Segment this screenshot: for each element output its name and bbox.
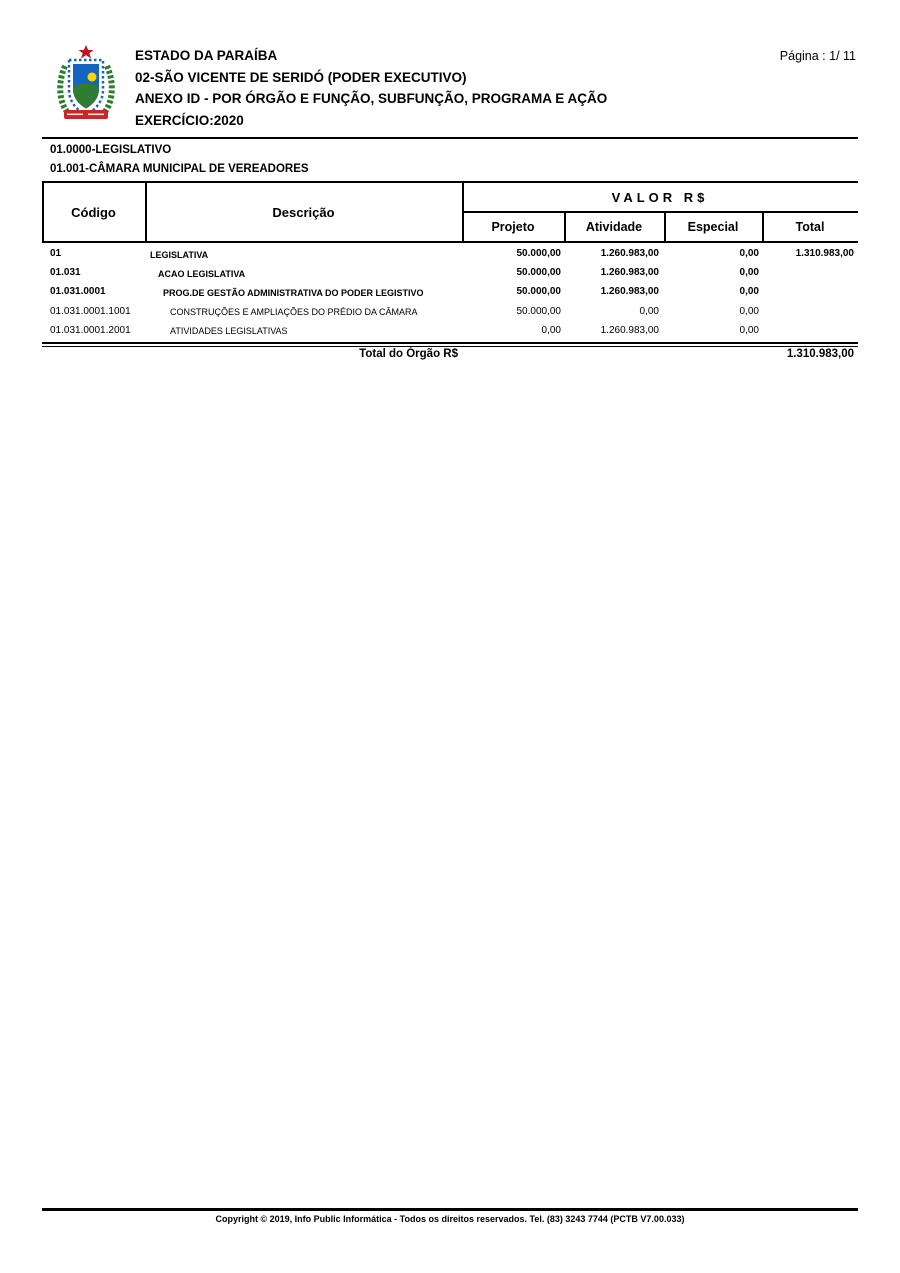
footer-copyright: Copyright © 2019, Info Public Informática - Todos os direitos reservados. Tel. (83) 3243 7744 (PCTB V7.00.033) [215, 1214, 685, 1224]
row-value-atividade: 1.260.983,00 [600, 324, 659, 336]
row-value-projeto: 50.000,00 [516, 286, 561, 298]
column-header-projeto: Projeto [491, 219, 535, 234]
page-number: Página : 1/ 11 [779, 49, 856, 63]
column-header-descricao: Descrição [272, 204, 335, 220]
row-description: LEGISLATIVA [150, 249, 209, 260]
row-code: 01.031 [50, 267, 81, 279]
total-value: 1.310.983,00 [786, 348, 854, 360]
column-header-total: Total [795, 219, 825, 234]
row-value-especial: 0,00 [739, 267, 759, 279]
row-description: CONSTRUÇÕES E AMPLIAÇÕES DO PRÉDIO DA CÂMARA [170, 307, 418, 318]
divider [42, 137, 858, 139]
row-code: 01.031.0001.2001 [50, 324, 131, 336]
row-value-atividade: 0,00 [639, 305, 659, 317]
row-value-especial: 0,00 [739, 305, 759, 317]
header-exercise: EXERCÍCIO:2020 [135, 112, 244, 128]
total-label: Total do Órgão R$ [359, 348, 458, 360]
row-value-especial: 0,00 [739, 248, 759, 259]
row-value-atividade: 1.260.983,00 [600, 267, 659, 279]
column-header-atividade: Atividade [585, 219, 643, 234]
row-value-especial: 0,00 [739, 324, 759, 336]
divider [42, 342, 858, 344]
table-body [42, 245, 858, 341]
organ-total-row [42, 348, 858, 363]
column-group-valor: VALOR R$ [611, 189, 709, 205]
header-state-title: ESTADO DA PARAÍBA [135, 48, 278, 63]
row-code: 01.031.0001 [50, 286, 106, 298]
table-header [42, 181, 858, 243]
column-header-especial: Especial [687, 219, 739, 234]
row-value-atividade: 1.260.983,00 [600, 248, 659, 259]
row-value-projeto: 50.000,00 [516, 267, 561, 279]
coat-of-arms-icon [55, 44, 117, 126]
row-value-projeto: 0,00 [541, 324, 561, 336]
row-code: 01 [50, 248, 62, 259]
table-row [42, 264, 858, 283]
table-row [42, 303, 858, 322]
row-code: 01.031.0001.1001 [50, 305, 131, 317]
divider [42, 346, 858, 348]
header-report-title: ANEXO ID - POR ÓRGÃO E FUNÇÃO, SUBFUNÇÃO, PROGRAMA E AÇÃO [135, 91, 608, 106]
report-header [135, 45, 607, 131]
row-value-total: 1.310.983,00 [795, 248, 854, 259]
section-unit-label: 01.001-CÂMARA MUNICIPAL DE VEREADORES [50, 163, 309, 175]
row-description: ATIVIDADES LEGISLATIVAS [170, 326, 288, 337]
row-value-especial: 0,00 [739, 286, 759, 298]
table-row [42, 245, 858, 264]
section-organ-label: 01.0000-LEGISLATIVO [50, 144, 172, 156]
column-header-codigo: Código [71, 204, 116, 220]
table-row [42, 322, 858, 341]
row-value-projeto: 50.000,00 [516, 305, 561, 317]
row-value-projeto: 50.000,00 [516, 248, 561, 259]
header-entity-title: 02-SÃO VICENTE DE SERIDÓ (PODER EXECUTIVO) [135, 69, 467, 85]
row-value-atividade: 1.260.983,00 [600, 286, 659, 298]
row-description: ACAO LEGISLATIVA [158, 268, 246, 279]
divider [42, 1208, 858, 1211]
section-header [50, 141, 309, 179]
paraiba-coat-of-arms-logo [55, 44, 117, 126]
table-row [42, 283, 858, 302]
row-description: PROG.DE GESTÃO ADMINISTRATIVA DO PODER LEGISTIVO [163, 287, 424, 298]
